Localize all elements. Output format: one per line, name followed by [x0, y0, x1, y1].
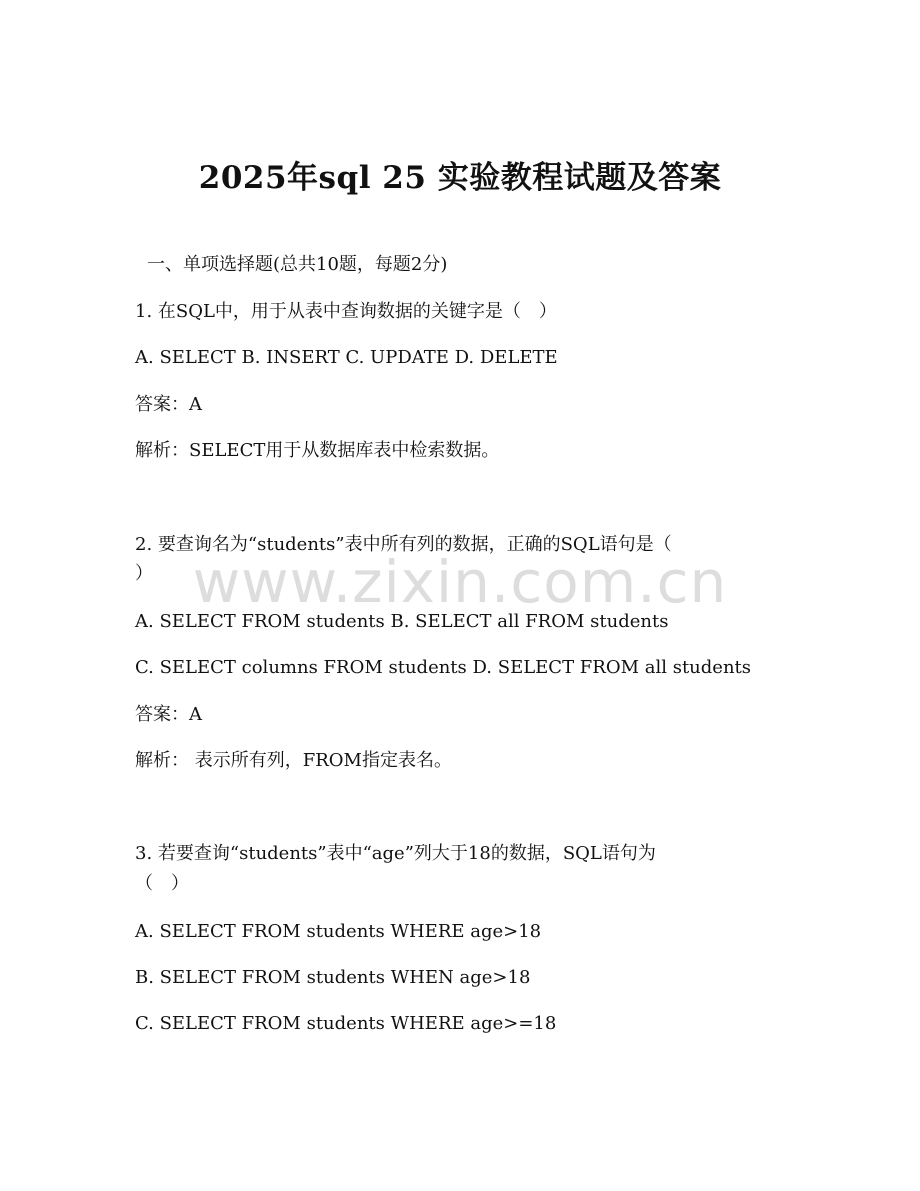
- question-2-options-line-2: C. SELECT columns FROM students D. SELECT FROM all students: [135, 657, 752, 678]
- question-1-answer: 答案：A: [135, 394, 202, 415]
- question-1-stem: 1. 在SQL中，用于从表中查询数据的关键字是（ ）: [135, 301, 557, 322]
- question-3-option-a: A. SELECT FROM students WHERE age>18: [135, 921, 542, 942]
- watermark: www.zixin.com.cn: [192, 548, 728, 616]
- question-1-options: A. SELECT B. INSERT C. UPDATE D. DELETE: [135, 347, 558, 368]
- question-2-explanation: 解析： 表示所有列，FROM指定表名。: [135, 750, 452, 771]
- question-2-stem-line-2: ）: [135, 563, 153, 584]
- section-heading: 一、单项选择题(总共10题，每题2分): [147, 254, 448, 275]
- question-2-stem-line-1: 2. 要查询名为“students”表中所有列的数据，正确的SQL语句是（: [135, 534, 672, 555]
- question-3-stem-line-1: 3. 若要查询“students”表中“age”列大于18的数据，SQL语句为: [135, 843, 656, 864]
- question-3-option-b: B. SELECT FROM students WHEN age>18: [135, 967, 531, 988]
- question-2-answer: 答案：A: [135, 704, 202, 725]
- question-2-options-line-1: A. SELECT FROM students B. SELECT all FROM students: [135, 611, 669, 632]
- question-3-option-c: C. SELECT FROM students WHERE age>=18: [135, 1013, 557, 1034]
- question-1-explanation: 解析：SELECT用于从数据库表中检索数据。: [135, 440, 500, 461]
- page-title: 2025年sql 25 实验教程试题及答案: [198, 160, 722, 196]
- question-3-stem-line-2: （ ）: [135, 873, 189, 894]
